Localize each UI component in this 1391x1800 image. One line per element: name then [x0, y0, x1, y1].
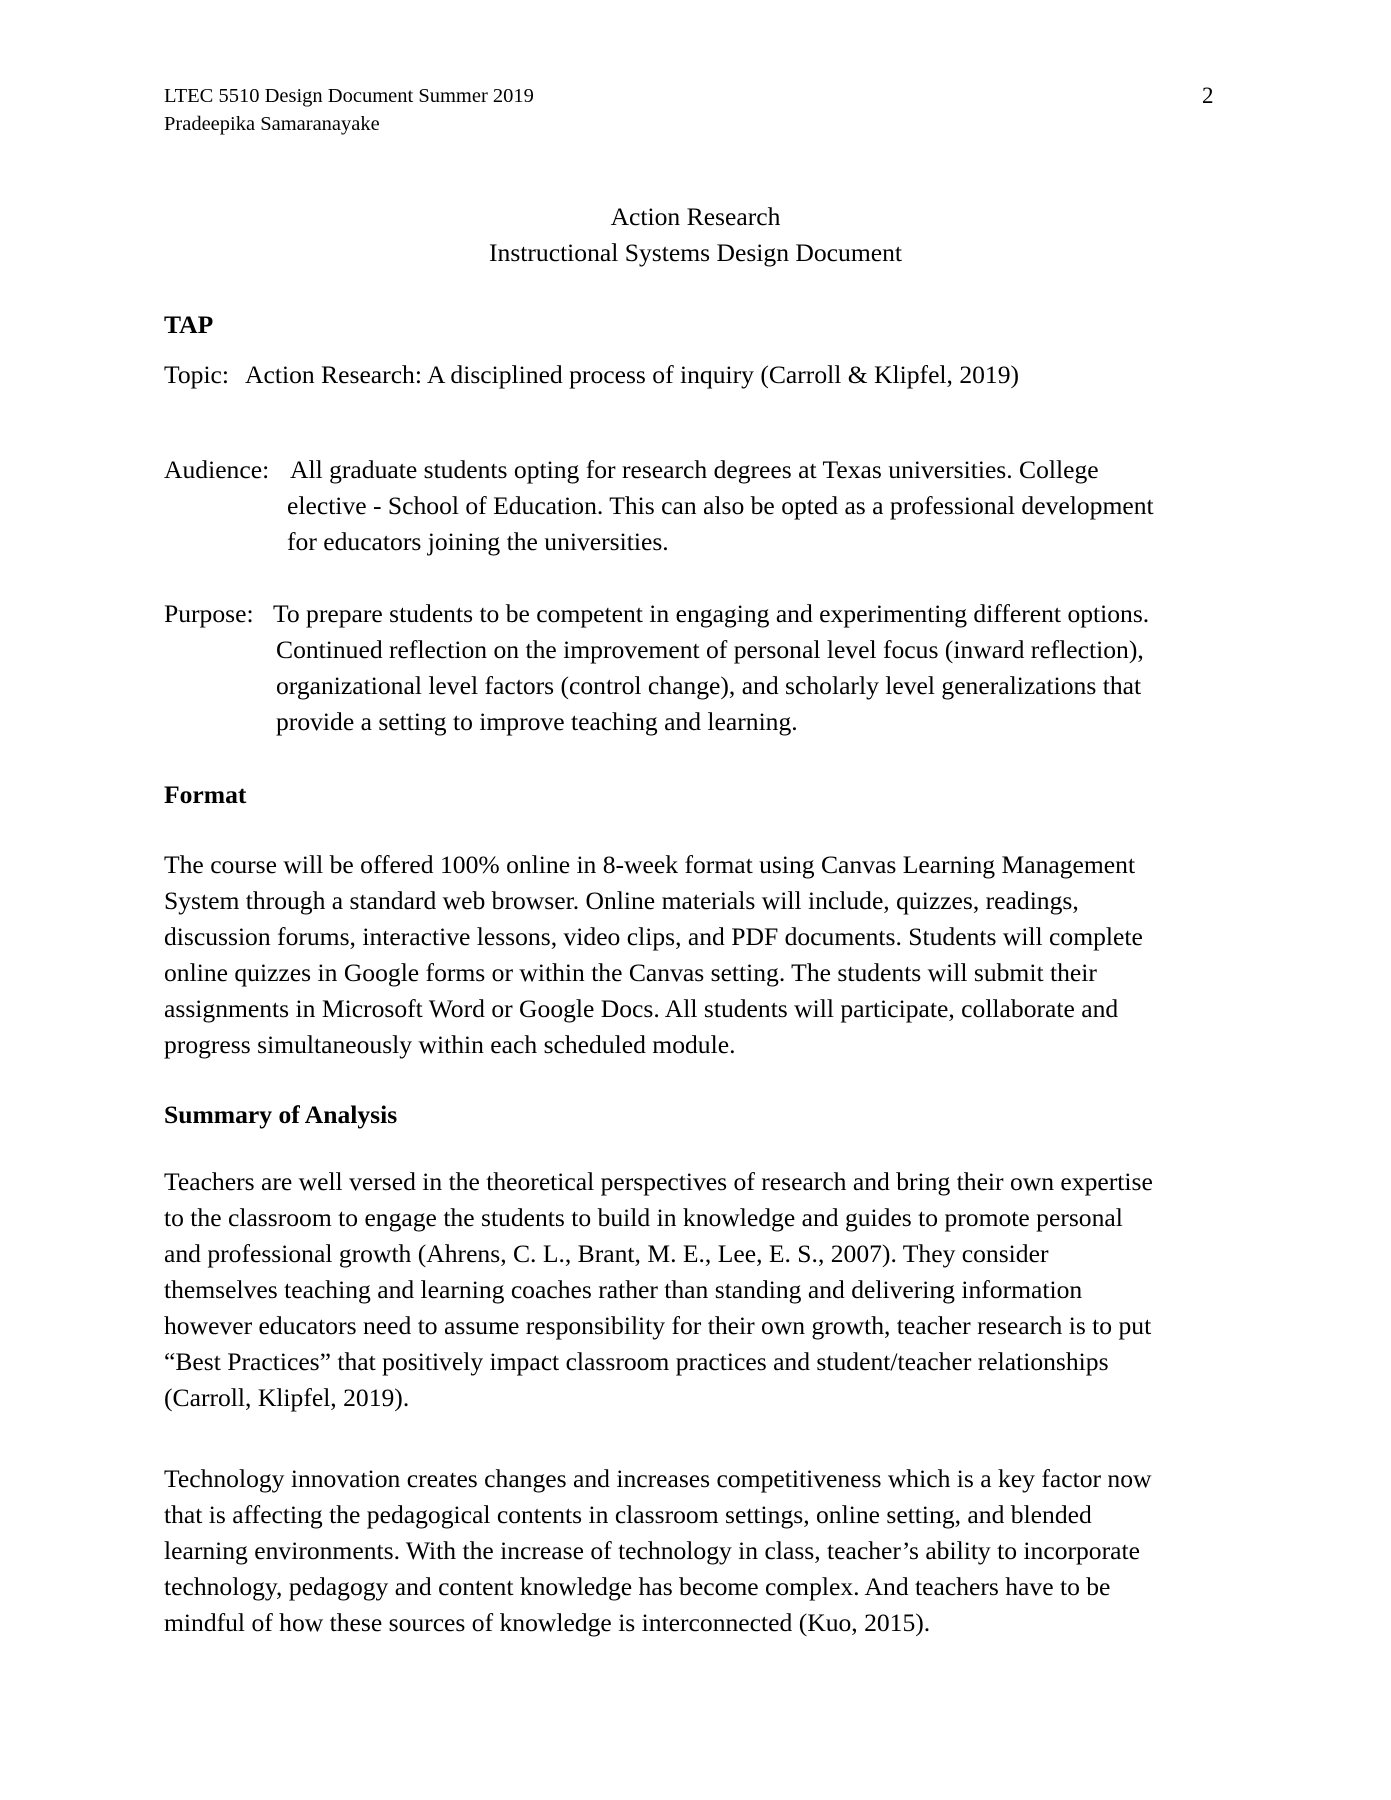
- purpose-line: provide a setting to improve teaching and learning.: [276, 707, 798, 736]
- purpose-line: Continued reflection on the improvement of personal level focus (inward reflection),: [276, 635, 1144, 664]
- paragraph-line: progress simultaneously within each scheduled module.: [164, 1030, 736, 1059]
- paragraph-line: (Carroll, Klipfel, 2019).: [164, 1383, 410, 1412]
- paragraph-line: Teachers are well versed in the theoretical perspectives of research and bring their own expertise: [164, 1167, 1153, 1196]
- header-author-line: Pradeepika Samaranayake: [164, 113, 380, 135]
- audience-line: for educators joining the universities.: [287, 527, 669, 556]
- paragraph-line: assignments in Microsoft Word or Google Docs. All students will participate, collaborate and: [164, 994, 1119, 1023]
- audience-continuation: [287, 488, 1154, 560]
- page-number: 2: [1202, 83, 1214, 108]
- purpose-value: [273, 596, 1149, 632]
- paragraph-line: online quizzes in Google forms or within the Canvas setting. The students will submit their: [164, 958, 1097, 987]
- section-heading-summary: Summary of Analysis: [164, 1100, 398, 1129]
- summary-paragraph-2: [164, 1461, 1152, 1641]
- purpose-label: Purpose:: [164, 599, 254, 628]
- paragraph-line: “Best Practices” that positively impact classroom practices and student/teacher relationships: [164, 1347, 1109, 1376]
- paragraph-line: to the classroom to engage the students to build in knowledge and guides to promote personal: [164, 1203, 1123, 1232]
- paragraph-line: System through a standard web browser. Online materials will include, quizzes, readings,: [164, 886, 1079, 915]
- paragraph-line: mindful of how these sources of knowledge is interconnected (Kuo, 2015).: [164, 1608, 931, 1637]
- summary-paragraph-1: [164, 1164, 1153, 1416]
- paragraph-line: The course will be offered 100% online in 8-week format using Canvas Learning Management: [164, 850, 1136, 879]
- format-paragraph: [164, 847, 1143, 1063]
- topic-field: [164, 357, 229, 393]
- audience-value: [290, 452, 1099, 488]
- topic-line: Action Research: A disciplined process of inquiry (Carroll & Klipfel, 2019): [245, 360, 1020, 389]
- topic-value: [245, 357, 1019, 393]
- purpose-line: organizational level factors (control change), and scholarly level generalizations that: [276, 671, 1142, 700]
- paragraph-line: technology, pedagogy and content knowledge has become complex. And teachers have to be: [164, 1572, 1111, 1601]
- paragraph-line: that is affecting the pedagogical contents in classroom settings, online setting, and blended: [164, 1500, 1092, 1529]
- paragraph-line: Technology innovation creates changes and increases competitiveness which is a key factor now: [164, 1464, 1152, 1493]
- section-heading-tap: TAP: [164, 310, 214, 339]
- title-line-2: Instructional Systems Design Document: [489, 238, 902, 267]
- purpose-continuation: [276, 632, 1144, 740]
- audience-line: All graduate students opting for research degrees at Texas universities. College: [290, 455, 1099, 484]
- header-course-line: LTEC 5510 Design Document Summer 2019: [164, 85, 534, 107]
- audience-line: elective - School of Education. This can also be opted as a professional development: [287, 491, 1154, 520]
- paragraph-line: discussion forums, interactive lessons, video clips, and PDF documents. Students will complete: [164, 922, 1143, 951]
- purpose-line: To prepare students to be competent in engaging and experimenting different options.: [273, 599, 1150, 628]
- paragraph-line: and professional growth (Ahrens, C. L., Brant, M. E., Lee, E. S., 2007). They consider: [164, 1239, 1049, 1268]
- audience-label: Audience:: [164, 455, 270, 484]
- running-header: [164, 82, 534, 138]
- document-title: [0, 199, 1391, 271]
- topic-label: Topic:: [164, 360, 230, 389]
- paragraph-line: themselves teaching and learning coaches rather than standing and delivering information: [164, 1275, 1083, 1304]
- title-line-1: Action Research: [610, 202, 781, 231]
- paragraph-line: learning environments. With the increase of technology in class, teacher’s ability to incorporate: [164, 1536, 1140, 1565]
- section-heading-format: Format: [164, 780, 247, 809]
- paragraph-line: however educators need to assume responsibility for their own growth, teacher research is to put: [164, 1311, 1152, 1340]
